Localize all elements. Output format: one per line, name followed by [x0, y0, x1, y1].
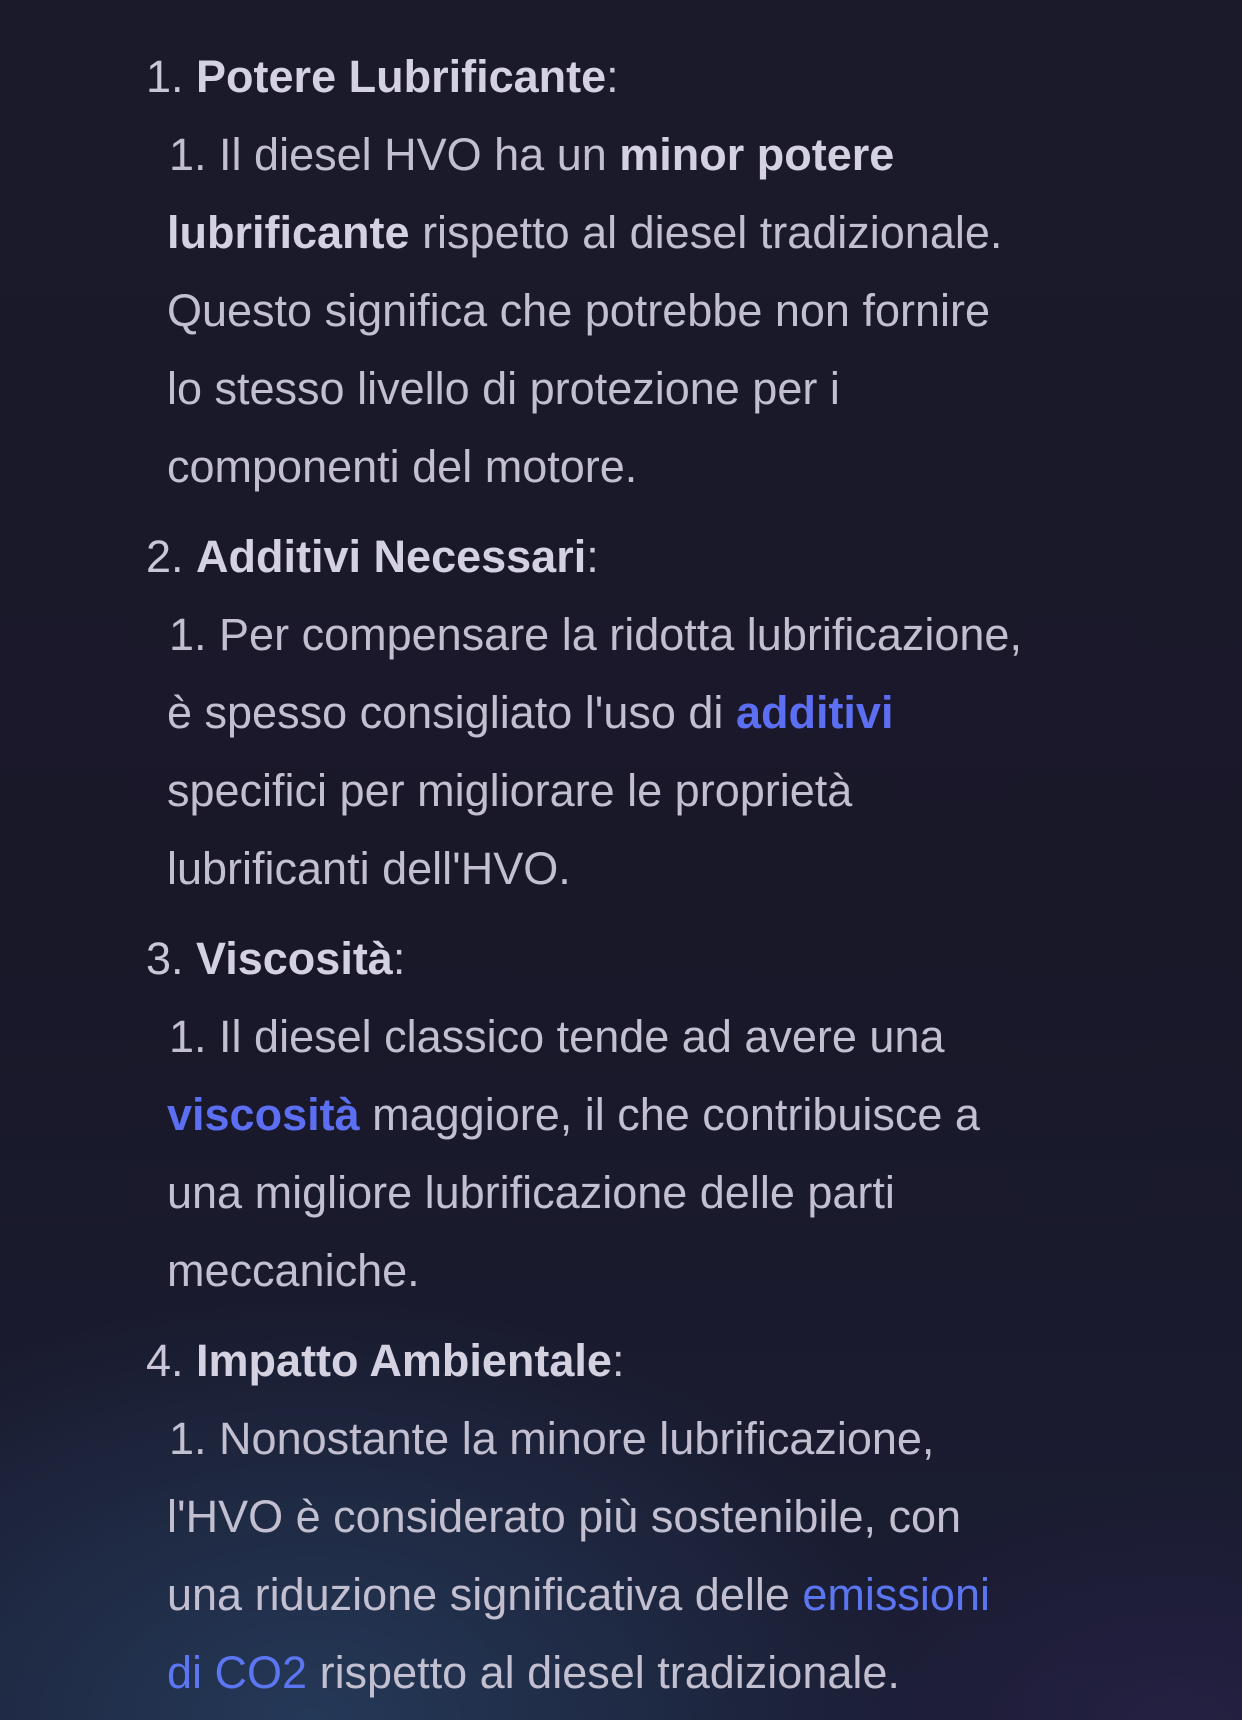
sub-list-number: 1.	[169, 609, 207, 660]
heading-colon: :	[586, 531, 599, 582]
list-item-body	[169, 596, 1199, 908]
heading-title: Viscosità	[196, 933, 393, 984]
body-text: Il diesel HVO ha un	[219, 129, 607, 180]
body-text: una riduzione significativa delle	[167, 1569, 790, 1620]
sub-list-number: 1.	[169, 1011, 207, 1062]
text-line	[169, 1400, 1199, 1478]
text-line	[167, 1634, 1199, 1712]
text-line	[167, 1076, 1199, 1154]
body-text: Il diesel classico tende ad avere una	[219, 1011, 945, 1062]
list-item-heading	[146, 518, 599, 596]
body-text: Nonostante la minore lubrificazione,	[219, 1413, 935, 1464]
text-line	[169, 116, 1199, 194]
bold-text: minor potere	[619, 129, 895, 180]
text-line	[169, 596, 1199, 674]
body-text: rispetto al diesel tradizionale.	[422, 207, 1003, 258]
heading-colon: :	[611, 1335, 625, 1386]
body-text: è spesso consigliato l'uso di	[167, 687, 724, 738]
list-number: 3.	[146, 933, 184, 984]
text-line	[169, 998, 1199, 1076]
emissioni-co2-link[interactable]: di CO2	[167, 1647, 308, 1698]
list-number: 2.	[146, 531, 184, 582]
sub-list-number: 1.	[169, 1413, 207, 1464]
sub-list-number: 1.	[169, 129, 207, 180]
body-text: Per compensare la ridotta lubrificazione,	[219, 609, 1022, 660]
text-line: Questo significa che potrebbe non fornire	[167, 285, 991, 336]
list-item-body	[169, 998, 1199, 1310]
body-text: rispetto al diesel tradizionale.	[319, 1647, 900, 1698]
text-line: specifici per migliorare le proprietà	[167, 765, 853, 816]
bold-text: lubrificante	[167, 207, 410, 258]
text-line	[167, 194, 1199, 272]
viscosita-link[interactable]: viscosità	[167, 1089, 360, 1140]
text-line: lo stesso livello di protezione per i	[167, 363, 840, 414]
list-item-body	[169, 1400, 1199, 1712]
text-line: meccaniche.	[167, 1245, 420, 1296]
body-text: maggiore, il che contribuisce a	[372, 1089, 980, 1140]
text-line: lubrificanti dell'HVO.	[167, 843, 571, 894]
emissioni-co2-link[interactable]: emissioni	[802, 1569, 990, 1620]
heading-colon: :	[606, 51, 619, 102]
list-item-body	[169, 116, 1199, 506]
text-line: componenti del motore.	[167, 441, 638, 492]
heading-title: Impatto Ambientale	[196, 1335, 612, 1386]
heading-title: Potere Lubrificante	[196, 51, 607, 102]
list-item-heading	[146, 38, 619, 116]
list-number: 4.	[146, 1335, 184, 1386]
list-item-heading	[146, 1322, 624, 1400]
heading-title: Additivi Necessari	[196, 531, 587, 582]
heading-colon: :	[392, 933, 406, 984]
list-item-heading	[146, 920, 405, 998]
additivi-link[interactable]: additivi	[735, 687, 894, 738]
text-line: l'HVO è considerato più sostenibile, con	[167, 1491, 962, 1542]
text-line	[167, 674, 1199, 752]
list-number: 1.	[146, 51, 184, 102]
text-line	[167, 1556, 1199, 1634]
text-line: una migliore lubrificazione delle parti	[167, 1167, 895, 1218]
